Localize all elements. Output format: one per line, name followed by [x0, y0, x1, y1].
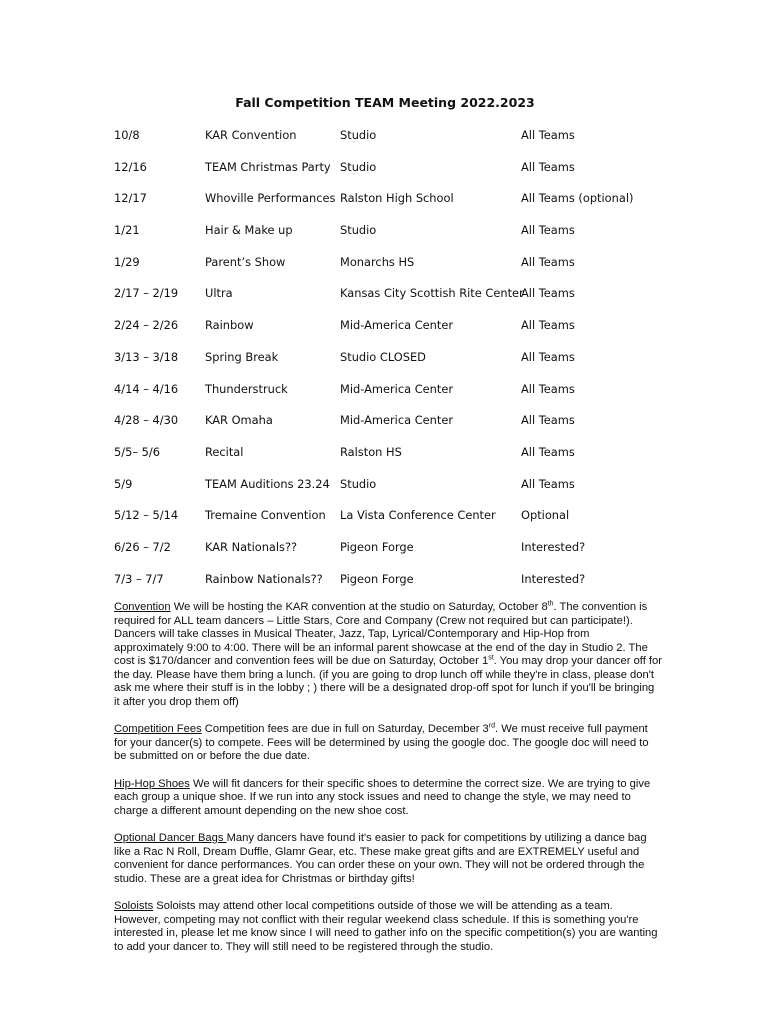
- schedule-row: [114, 382, 674, 414]
- schedule-date: 5/12 – 5/14: [114, 508, 179, 523]
- schedule-row: [114, 191, 674, 223]
- schedule-participants: All Teams (optional): [521, 191, 634, 206]
- schedule-participants: All Teams: [521, 159, 575, 174]
- schedule-event: Rainbow: [205, 318, 254, 333]
- schedule-event: KAR Convention: [205, 128, 297, 142]
- schedule-location: Studio: [340, 128, 377, 142]
- schedule-location: Mid-America Center: [340, 413, 454, 428]
- dancer-bags-paragraph: [114, 832, 662, 886]
- schedule-location: Mid-America Center: [340, 381, 454, 396]
- competition-fees-text-1: Competition fees are due in full on Saturday, December 3: [201, 723, 489, 735]
- schedule-location: Studio CLOSED: [340, 349, 426, 364]
- schedule-date: 4/14 – 4/16: [114, 381, 179, 396]
- schedule-participants: All Teams: [521, 128, 575, 142]
- schedule-row: [114, 223, 674, 255]
- schedule-participants: All Teams: [521, 286, 575, 301]
- schedule-row: [114, 255, 674, 287]
- convention-sup-1: th: [547, 600, 554, 608]
- schedule-row: [114, 160, 674, 192]
- schedule-row: [114, 350, 674, 382]
- schedule-date: 3/13 – 3/18: [114, 349, 179, 364]
- schedule-participants: All Teams: [521, 413, 575, 428]
- page-title: Fall Competition TEAM Meeting 2022.2023: [235, 95, 535, 110]
- schedule-event: Whoville Performances: [205, 191, 336, 206]
- schedule-row: [114, 540, 674, 572]
- schedule-date: 7/3 – 7/7: [114, 571, 164, 586]
- dancer-bags-text: Many dancers have found it's easier to pack for competitions by utilizing a dance bag like a Rac N Roll, Dream Duffle, Glamr Gear, etc. These make great gifts and are EXTREMELY useful and convenient for dance performances. You can order these on your own. They will not be ordered through the studio. These are a great idea for Christmas or birthday gifts!: [114, 832, 647, 885]
- schedule-event: KAR Nationals??: [205, 539, 298, 554]
- schedule-event: TEAM Auditions 23.24: [205, 476, 330, 491]
- dancer-bags-heading: Optional Dancer Bags: [114, 832, 227, 844]
- schedule-participants: All Teams: [521, 444, 575, 459]
- schedule-participants: All Teams: [521, 254, 575, 269]
- schedule-event: Hair & Make up: [205, 223, 293, 238]
- schedule-participants: All Teams: [521, 381, 575, 396]
- schedule-date: 2/24 – 2/26: [114, 318, 179, 333]
- schedule-row: [114, 413, 674, 445]
- schedule-date: 10/8: [114, 128, 140, 142]
- schedule-event: Thunderstruck: [205, 381, 288, 396]
- schedule-location: Ralston High School: [340, 191, 454, 206]
- schedule-date: 1/29: [114, 254, 140, 269]
- schedule-location: Pigeon Forge: [340, 571, 414, 586]
- schedule-event: TEAM Christmas Party: [205, 159, 331, 174]
- competition-fees-sup-1: rd: [488, 722, 496, 730]
- schedule-row: [114, 477, 674, 509]
- schedule-location: Kansas City Scottish Rite Center: [340, 286, 524, 301]
- schedule-event: Recital: [205, 444, 244, 459]
- soloists-paragraph: [114, 900, 662, 954]
- schedule-location: Pigeon Forge: [340, 539, 414, 554]
- schedule-date: 6/26 – 7/2: [114, 539, 171, 554]
- competition-fees-paragraph: [114, 723, 662, 764]
- schedule-row: [114, 128, 674, 160]
- schedule-row: [114, 445, 674, 477]
- competition-fees-heading: Competition Fees: [114, 723, 202, 735]
- schedule-event: Ultra: [205, 286, 233, 301]
- schedule-location: Ralston HS: [340, 444, 402, 459]
- notes-section: [114, 601, 662, 968]
- schedule-event: Parent’s Show: [205, 254, 286, 269]
- convention-text-3: . You may drop your dancer off for the day. Please have them bring a lunch. (if you are going to drop lunch off while they're in class, please don't ask me where their stuff is in the lobby ; ) there will be a designated drop-off spot for lunch if you'll be bringing it after you drop them off): [114, 655, 662, 708]
- schedule-location: Studio: [340, 476, 377, 491]
- schedule-date: 12/16: [114, 159, 147, 174]
- schedule-participants: Optional: [521, 508, 570, 523]
- schedule-event: Rainbow Nationals??: [205, 571, 323, 586]
- schedule-event: KAR Omaha: [205, 413, 273, 428]
- convention-sup-2: st: [488, 654, 494, 662]
- schedule-date: 5/9: [114, 476, 133, 491]
- schedule-event: Spring Break: [205, 349, 279, 364]
- convention-heading: Convention: [114, 601, 171, 613]
- hip-hop-shoes-paragraph: [114, 778, 662, 819]
- schedule-participants: All Teams: [521, 223, 575, 238]
- schedule-row: [114, 572, 674, 604]
- schedule-date: 12/17: [114, 191, 147, 206]
- schedule-date: 2/17 – 2/19: [114, 286, 179, 301]
- hip-hop-shoes-heading: Hip-Hop Shoes: [114, 777, 190, 790]
- schedule-participants: All Teams: [521, 318, 575, 333]
- competition-fees-text-2: . We must receive full payment for your dancer(s) to compete. Fees will be determined by using the google doc. The google doc will need to be submitted on or before the due date.: [114, 723, 649, 762]
- schedule-participants: Interested?: [521, 539, 586, 554]
- schedule-table: [114, 128, 674, 603]
- schedule-location: La Vista Conference Center: [340, 508, 496, 523]
- schedule-date: 5/5– 5/6: [114, 444, 160, 459]
- soloists-heading: Soloists: [114, 900, 154, 912]
- convention-paragraph: [114, 601, 662, 709]
- schedule-location: Studio: [340, 223, 377, 238]
- convention-text-2: . The convention is required for ALL team dancers – Little Stars, Core and Company (Crew not required but can participate!). Dancers will take classes in Musical Theater, Jazz, Tap, Lyrical/Contemporary and Hip-Hop from approximately 9:00 to 4:00. There will be an informal parent showcase at the end of the day in Studio 2. The cost is $170/dancer and convention fees will be due on Saturday, October 1: [114, 601, 648, 667]
- schedule-date: 4/28 – 4/30: [114, 413, 179, 428]
- soloists-text: Soloists may attend other local competitions outside of those we will be attending as a team. However, competing may not conflict with their regular weekend class schedule. If this is something you're interested in, please let me know since I will need to gather info on the specific competition(s) you are wanting to add your dancer to. They will still need to be registered through the studio.: [114, 900, 658, 953]
- schedule-participants: All Teams: [521, 476, 575, 491]
- schedule-location: Mid-America Center: [340, 318, 454, 333]
- schedule-participants: All Teams: [521, 349, 575, 364]
- schedule-event: Tremaine Convention: [205, 508, 326, 523]
- schedule-row: [114, 318, 674, 350]
- schedule-date: 1/21: [114, 223, 140, 238]
- schedule-location: Studio: [340, 159, 377, 174]
- convention-text-1: We will be hosting the KAR convention at the studio on Saturday, October 8: [170, 601, 548, 613]
- schedule-location: Monarchs HS: [340, 254, 415, 269]
- hip-hop-shoes-text: We will fit dancers for their specific shoes to determine the correct size. We are trying to give each group a unique shoe. If we run into any stock issues and need to change the style, we may need to charge a different amount depending on the new shoe cost.: [114, 777, 651, 817]
- schedule-participants: Interested?: [521, 571, 586, 586]
- schedule-row: [114, 508, 674, 540]
- schedule-row: [114, 286, 674, 318]
